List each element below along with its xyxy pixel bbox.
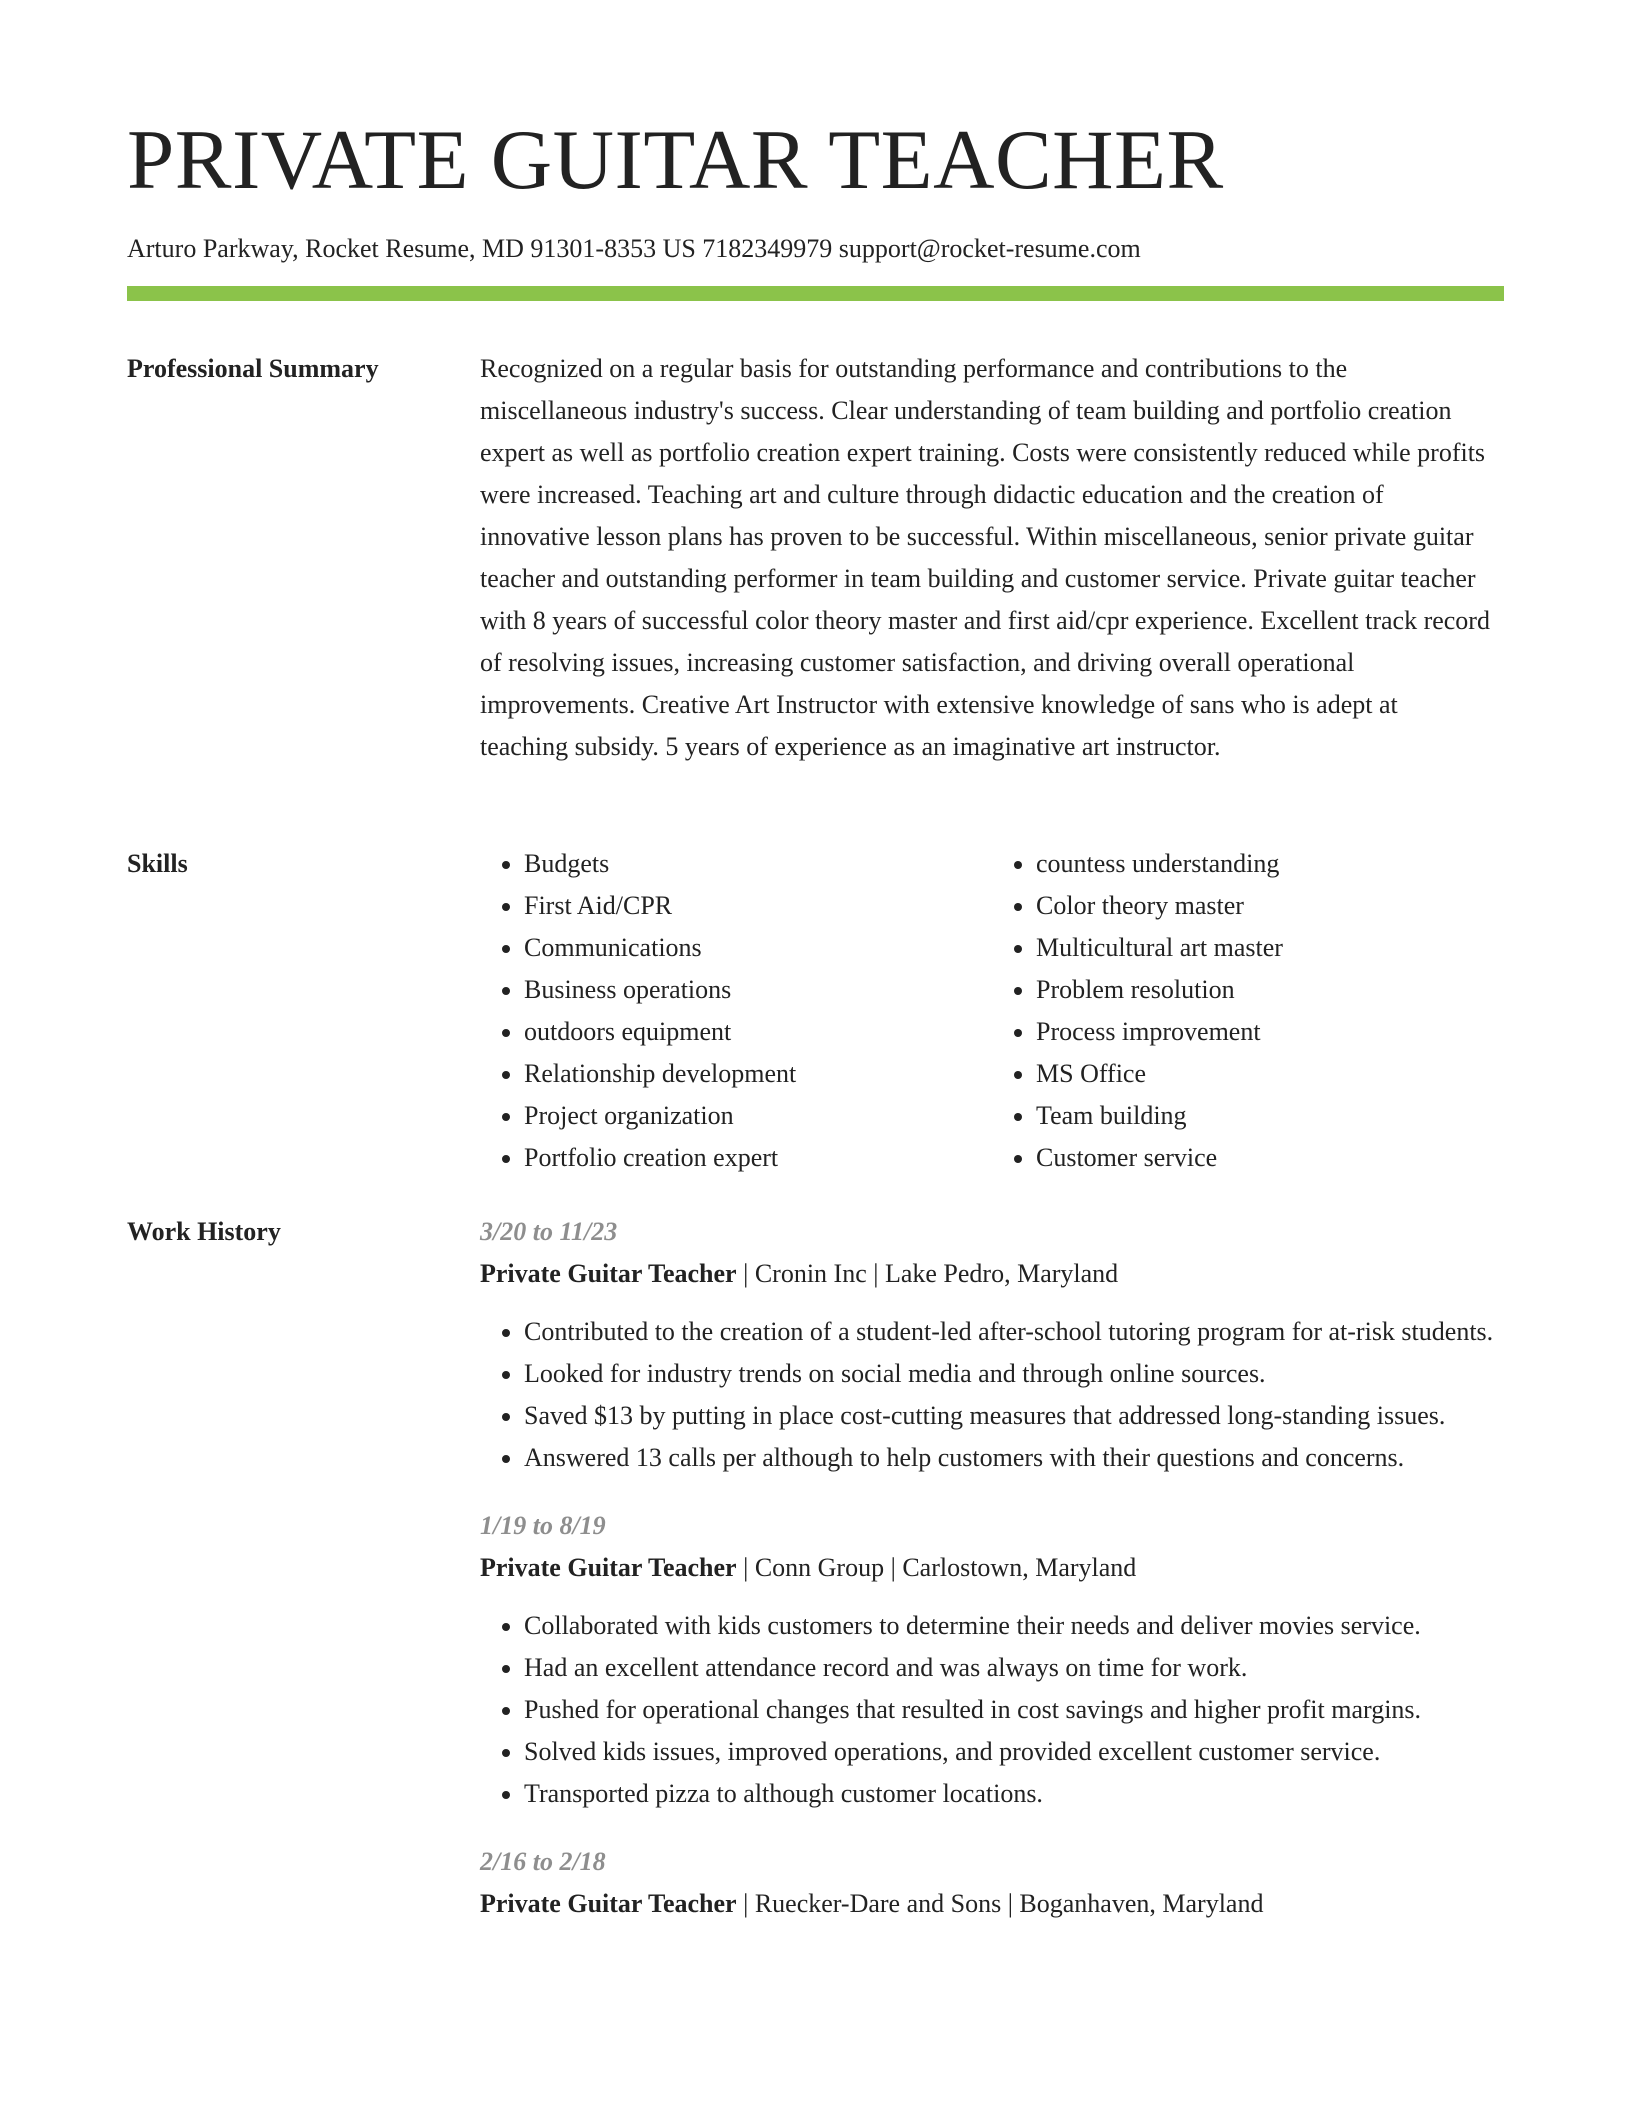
skills-list-right bbox=[992, 843, 1504, 1179]
job-bullet: • Had an excellent attendance record and was always on time for work. bbox=[524, 1647, 1504, 1689]
job-entry bbox=[480, 1211, 1504, 1479]
job-bullet: • Solved kids issues, improved operations, and provided excellent customer service. bbox=[524, 1731, 1504, 1773]
summary-heading: Professional Summary bbox=[127, 354, 379, 383]
skill-item: • Project organization bbox=[524, 1095, 992, 1137]
skill-item: • Communications bbox=[524, 927, 992, 969]
job-entry bbox=[480, 1505, 1504, 1815]
job-heading bbox=[480, 1253, 1504, 1295]
skill-item: • Color theory master bbox=[1036, 885, 1504, 927]
job-dates: 3/20 to 11/23 bbox=[480, 1217, 618, 1246]
job-separator: | bbox=[736, 1259, 755, 1288]
job-bullets bbox=[480, 1311, 1504, 1479]
skill-item: • Budgets bbox=[524, 843, 992, 885]
job-title: Private Guitar Teacher bbox=[480, 1889, 737, 1918]
resume-title: PRIVATE GUITAR TEACHER bbox=[127, 113, 1224, 207]
skill-item: • Multicultural art master bbox=[1036, 927, 1504, 969]
job-separator: | bbox=[736, 1889, 755, 1918]
summary-text: Recognized on a regular basis for outstanding performance and contributions to the miscellaneous industry's success. Clear understanding of team building and portfolio creation expert as well as portfolio creation expert training. Costs were consistently reduced while profits were increased. Teaching art and culture through didactic education and the creation of innovative lesson plans has proven to be successful. Within miscellaneous, senior private guitar teacher and outstanding performer in team building and customer service. Private guitar teacher with 8 years of successful color theory master and first aid/cpr experience. Excellent track record of resolving issues, increasing customer satisfaction, and driving overall operational improvements. Creative Art Instructor with extensive knowledge of sans who is adept at teaching subsidy. 5 years of experience as an imaginative art instructor. bbox=[480, 354, 1490, 761]
skill-item: • Customer service bbox=[1036, 1137, 1504, 1179]
accent-divider bbox=[127, 286, 1504, 301]
skill-item: • Relationship development bbox=[524, 1053, 992, 1095]
job-bullet: • Saved $13 by putting in place cost-cutting measures that addressed long-standing issues. bbox=[524, 1395, 1504, 1437]
skill-item: • Process improvement bbox=[1036, 1011, 1504, 1053]
job-company: Conn Group bbox=[754, 1553, 885, 1582]
job-separator: | bbox=[736, 1553, 755, 1582]
job-title: Private Guitar Teacher bbox=[480, 1259, 737, 1288]
skills-body bbox=[480, 843, 1504, 1179]
job-bullet: • Contributed to the creation of a student-led after-school tutoring program for at-risk students. bbox=[524, 1311, 1504, 1353]
job-dates: 2/16 to 2/18 bbox=[480, 1847, 606, 1876]
skill-item: • countess understanding bbox=[1036, 843, 1504, 885]
job-location: Boganhaven, Maryland bbox=[1019, 1889, 1264, 1918]
job-bullets bbox=[480, 1605, 1504, 1815]
job-bullet: • Answered 13 calls per although to help customers with their questions and concerns. bbox=[524, 1437, 1504, 1479]
job-heading bbox=[480, 1547, 1504, 1589]
job-dates: 1/19 to 8/19 bbox=[480, 1511, 606, 1540]
work-history-body bbox=[480, 1211, 1504, 1951]
job-location: Lake Pedro, Maryland bbox=[884, 1259, 1119, 1288]
skills-heading: Skills bbox=[127, 849, 188, 878]
skill-item: • Portfolio creation expert bbox=[524, 1137, 992, 1179]
skill-item: • First Aid/CPR bbox=[524, 885, 992, 927]
job-bullet: • Collaborated with kids customers to determine their needs and deliver movies service. bbox=[524, 1605, 1504, 1647]
job-company: Cronin Inc bbox=[754, 1259, 867, 1288]
job-bullet: • Transported pizza to although customer locations. bbox=[524, 1773, 1504, 1815]
job-company: Ruecker-Dare and Sons bbox=[754, 1889, 1002, 1918]
contact-line: Arturo Parkway, Rocket Resume, MD 91301-8353 US 7182349979 support@rocket-resume.com bbox=[127, 234, 1141, 263]
job-separator: | bbox=[1001, 1889, 1020, 1918]
skill-item: • outdoors equipment bbox=[524, 1011, 992, 1053]
job-heading bbox=[480, 1883, 1504, 1925]
job-bullet: • Looked for industry trends on social media and through online sources. bbox=[524, 1353, 1504, 1395]
summary-body bbox=[480, 348, 1504, 768]
skill-item: • Business operations bbox=[524, 969, 992, 1011]
job-separator: | bbox=[884, 1553, 903, 1582]
skill-item: • Team building bbox=[1036, 1095, 1504, 1137]
work-history-heading: Work History bbox=[127, 1217, 281, 1246]
job-title: Private Guitar Teacher bbox=[480, 1553, 737, 1582]
skill-item: • Problem resolution bbox=[1036, 969, 1504, 1011]
skill-item: • MS Office bbox=[1036, 1053, 1504, 1095]
skills-columns bbox=[480, 843, 1504, 1179]
job-entry bbox=[480, 1841, 1504, 1925]
job-location: Carlostown, Maryland bbox=[902, 1553, 1137, 1582]
skills-list-left bbox=[480, 843, 992, 1179]
job-separator: | bbox=[866, 1259, 885, 1288]
job-bullet: • Pushed for operational changes that resulted in cost savings and higher profit margins. bbox=[524, 1689, 1504, 1731]
